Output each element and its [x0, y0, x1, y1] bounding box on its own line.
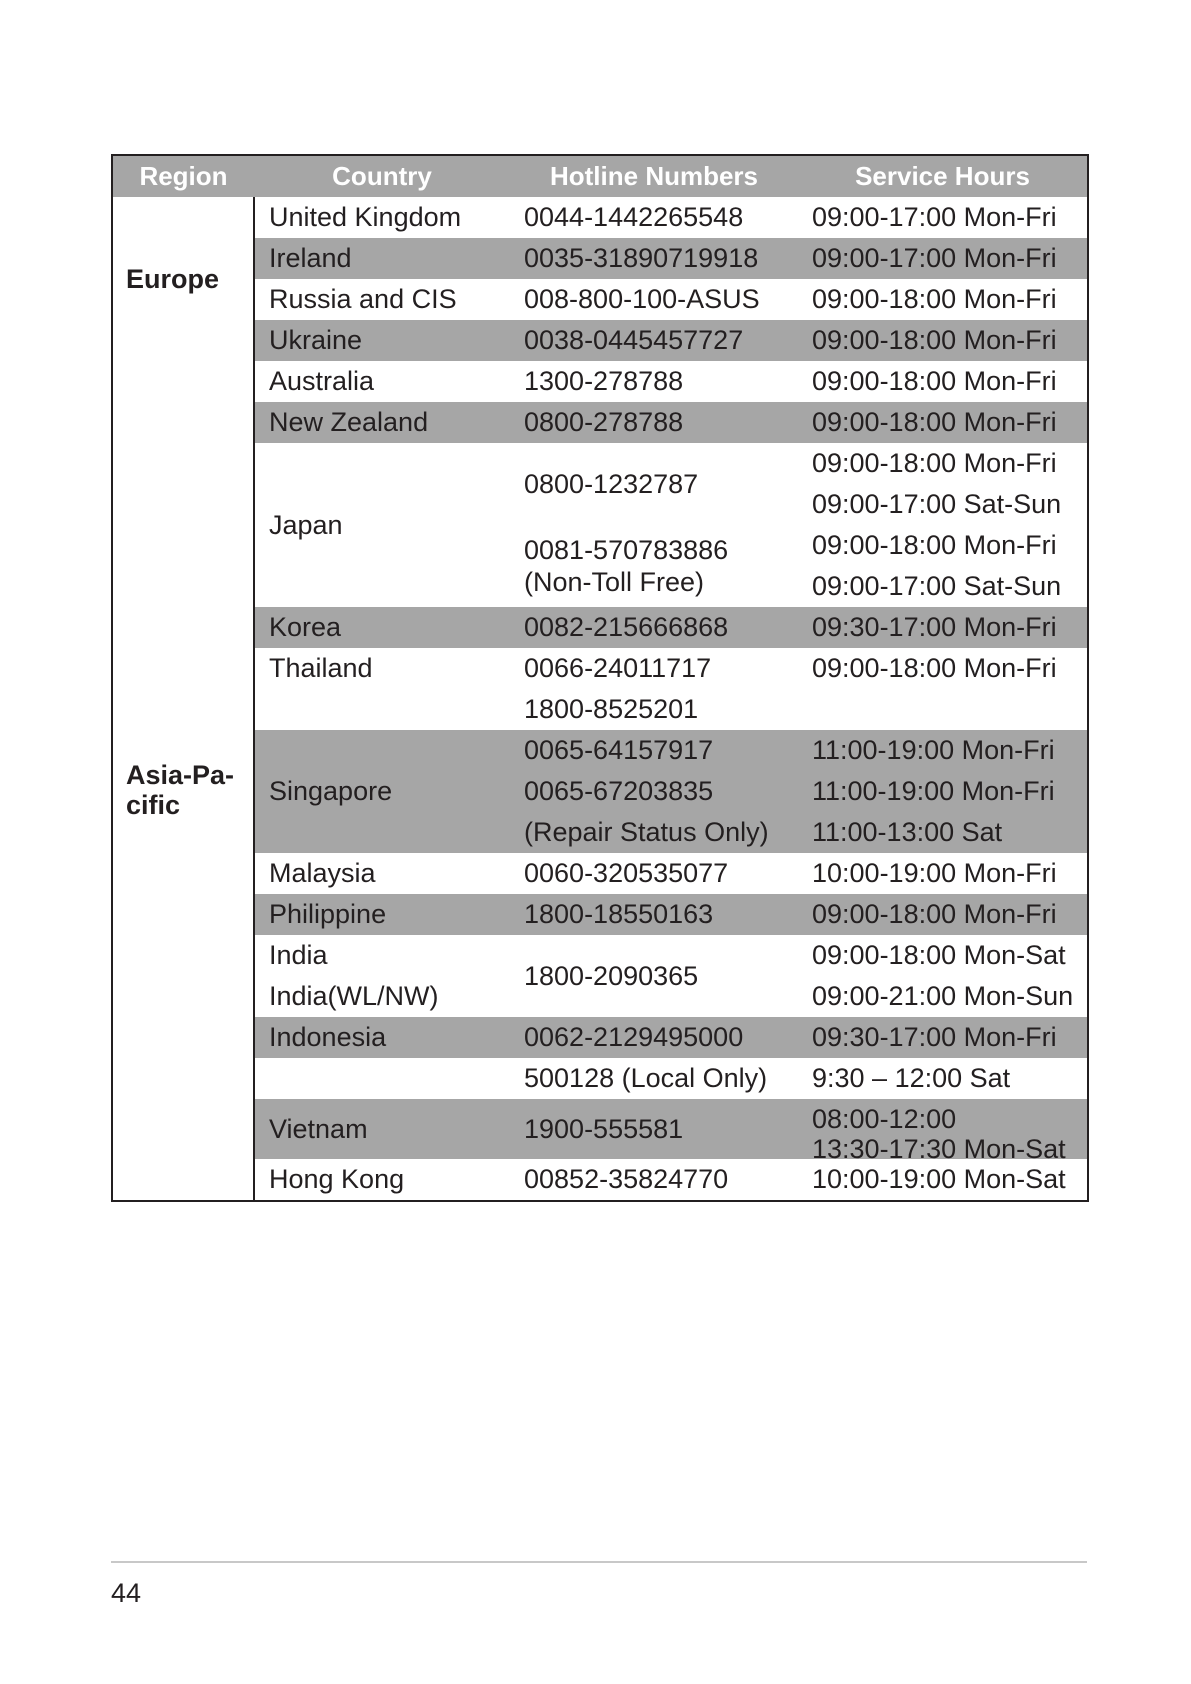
- table-row: [112, 238, 1088, 279]
- hours-line: 11:00-19:00 Mon-Fri: [812, 776, 1055, 806]
- table-row: [112, 1159, 1088, 1201]
- hours-line: 11:00-13:00 Sat: [812, 817, 1003, 847]
- hours-cell: [798, 1099, 1088, 1159]
- country-line: India: [269, 940, 328, 970]
- hotline-cell: 0044-1442265548: [524, 202, 744, 232]
- hours-line: 09:00-17:00 Sat-Sun: [812, 571, 1062, 601]
- hours-cell: 09:00-18:00 Mon-Fri: [812, 366, 1057, 396]
- hours-cell: 09:30-17:00 Mon-Fri: [798, 1017, 1088, 1058]
- country-cell: Vietnam: [254, 1099, 510, 1159]
- country-cell: Ukraine: [254, 320, 510, 361]
- hours-line: 13:30-17:30 Mon-Sat: [812, 1134, 1066, 1159]
- hours-line: 09:00-18:00 Mon-Fri: [812, 530, 1057, 560]
- header-hotline: Hotline Numbers: [510, 155, 798, 197]
- hotline-cell: 1900-555581: [510, 1099, 798, 1159]
- table-header-row: [112, 155, 1088, 197]
- country-line: India(WL/NW): [269, 981, 439, 1011]
- country-cell: Korea: [254, 607, 510, 648]
- hotline-line: 0081-570783886: [524, 535, 729, 565]
- hotline-line: 0066-24011717: [524, 653, 712, 683]
- table-row: [112, 443, 1088, 607]
- hotline-line: 0065-67203835: [524, 776, 714, 806]
- hours-line: 08:00-12:00: [812, 1104, 957, 1134]
- hotline-cell: 1800-2090365: [524, 960, 699, 991]
- hours-cell: 09:00-18:00 Mon-Fri: [812, 653, 1057, 683]
- table-row: [112, 894, 1088, 935]
- hours-cell: 09:00-18:00 Mon-Fri: [798, 894, 1088, 935]
- hotline-line: 0800-1232787: [524, 469, 699, 499]
- country-cell: Thailand: [269, 653, 373, 683]
- country-cell: Philippine: [254, 894, 510, 935]
- hotline-line: 0065-64157917: [524, 735, 714, 765]
- table-row: [112, 853, 1088, 894]
- hotline-line: (Repair Status Only): [524, 817, 769, 847]
- hotline-cell: 00852-35824770: [524, 1164, 729, 1194]
- country-cell: Singapore: [254, 730, 510, 853]
- hotline-line: (Non-Toll Free): [524, 567, 705, 597]
- hours-line: 09:00-17:00 Sat-Sun: [812, 489, 1062, 519]
- hotline-cell: 0035-31890719918: [510, 238, 798, 279]
- table-row: [112, 648, 1088, 730]
- country-cell: Australia: [269, 366, 375, 396]
- header-hours: Service Hours: [798, 155, 1088, 197]
- hours-cell: [798, 935, 1088, 1017]
- country-cell: United Kingdom: [269, 202, 462, 232]
- hours-cell: 09:00-18:00 Mon-Fri: [812, 284, 1057, 314]
- table-row: [112, 361, 1088, 402]
- hours-line: 09:00-18:00 Mon-Sat: [812, 940, 1066, 970]
- table-row: [112, 607, 1088, 648]
- hours-cell: 09:30-17:00 Mon-Fri: [798, 607, 1088, 648]
- hotline-line: 1800-8525201: [524, 694, 699, 724]
- table-row: [112, 1017, 1088, 1058]
- table-row: [112, 1058, 1088, 1099]
- hotline-cell: 500128 (Local Only): [524, 1063, 768, 1093]
- country-cell: [254, 935, 510, 1017]
- hotline-cell: 0800-278788: [510, 402, 798, 443]
- hours-line: 09:00-21:00 Mon-Sun: [812, 981, 1074, 1011]
- hours-cell: 9:30 – 12:00 Sat: [812, 1063, 1011, 1093]
- country-cell: Ireland: [254, 238, 510, 279]
- table-row: [112, 730, 1088, 853]
- hours-cell: 09:00-17:00 Mon-Fri: [812, 202, 1057, 232]
- hours-line: 09:00-18:00 Mon-Fri: [812, 448, 1057, 478]
- hotline-cell: 0038-0445457727: [510, 320, 798, 361]
- country-cell: Japan: [269, 509, 343, 540]
- country-cell: Indonesia: [254, 1017, 510, 1058]
- table-row: [112, 320, 1088, 361]
- hours-cell: 10:00-19:00 Mon-Sat: [812, 1164, 1066, 1194]
- hotline-cell: [510, 443, 798, 607]
- hotline-cell: 0062-2129495000: [510, 1017, 798, 1058]
- hours-cell: [798, 730, 1088, 853]
- hotline-cell: 008-800-100-ASUS: [524, 284, 760, 314]
- country-cell: Malaysia: [269, 858, 376, 888]
- region-asia-pacific: Asia-Pa- cific: [112, 361, 254, 1201]
- country-cell: New Zealand: [254, 402, 510, 443]
- hotline-cell: [510, 730, 798, 853]
- hours-cell: 09:00-18:00 Mon-Fri: [798, 402, 1088, 443]
- hours-cell: 09:00-18:00 Mon-Fri: [798, 320, 1088, 361]
- table-row: [112, 402, 1088, 443]
- table-row: [112, 1099, 1088, 1159]
- hotline-table: [111, 154, 1089, 1202]
- hotline-cell: 1300-278788: [524, 366, 684, 396]
- table-row: [112, 197, 1088, 238]
- footer-divider: [111, 1561, 1087, 1563]
- table-row: [112, 935, 1088, 1017]
- hours-cell: 10:00-19:00 Mon-Fri: [812, 858, 1057, 888]
- country-cell: Hong Kong: [269, 1164, 405, 1194]
- table-row: [112, 279, 1088, 320]
- hotline-cell: 1800-18550163: [510, 894, 798, 935]
- hours-line: 11:00-19:00 Mon-Fri: [812, 735, 1055, 765]
- page-number: 44: [111, 1578, 142, 1608]
- hotline-cell: [510, 648, 798, 730]
- hours-cell: [798, 443, 1088, 607]
- country-cell: [254, 1058, 510, 1099]
- hours-cell: 09:00-17:00 Mon-Fri: [798, 238, 1088, 279]
- hotline-cell: 0082-215666868: [510, 607, 798, 648]
- header-region: Region: [112, 155, 254, 197]
- header-country: Country: [254, 155, 510, 197]
- country-cell: Russia and CIS: [269, 284, 457, 314]
- region-europe: Europe: [112, 197, 254, 361]
- hotline-cell: 0060-320535077: [524, 858, 729, 888]
